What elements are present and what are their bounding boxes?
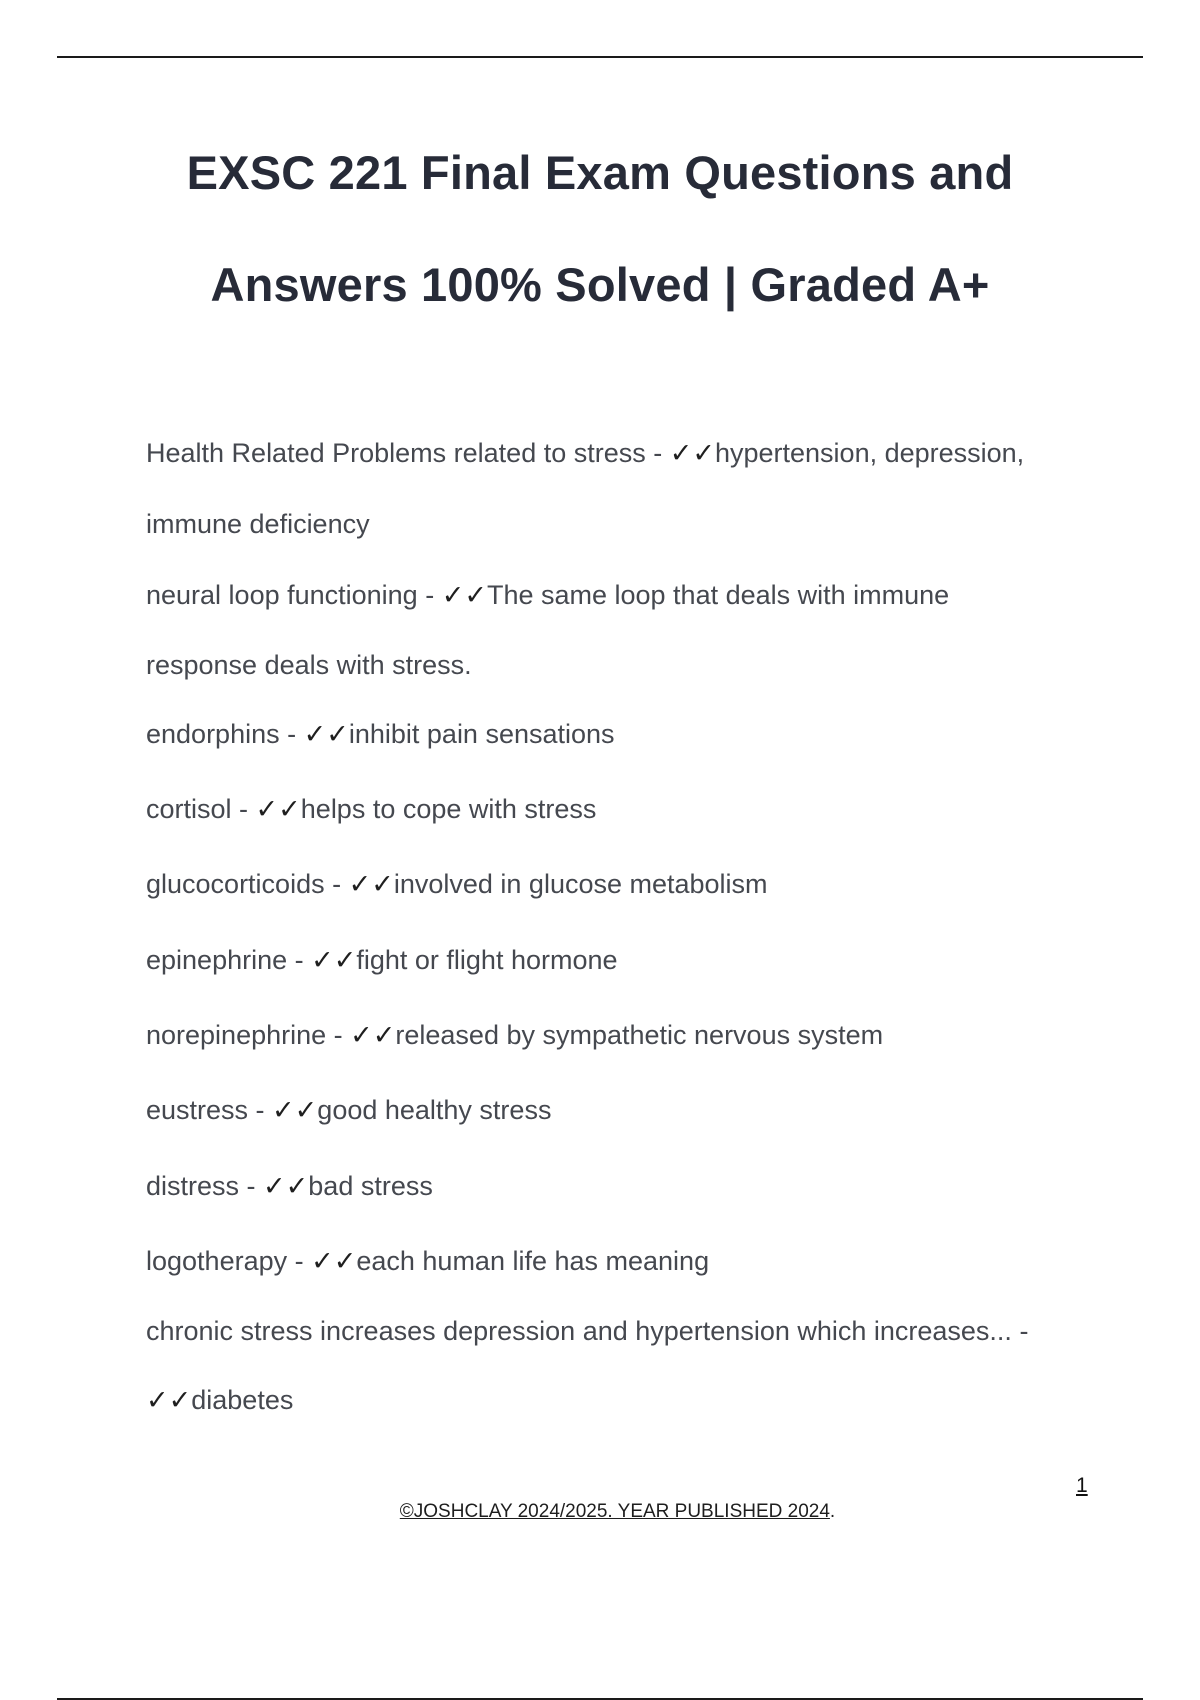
qa-term: cortisol - — [146, 794, 256, 824]
qa-answer: good healthy stress — [317, 1095, 552, 1125]
qa-entry-norepinephrine — [146, 1018, 1086, 1052]
qa-answer: diabetes — [191, 1385, 294, 1415]
top-rule — [57, 56, 1143, 58]
qa-entry-neural-loop-continuation: response deals with stress. — [146, 650, 472, 680]
qa-answer: involved in glucose metabolism — [393, 869, 768, 899]
qa-entry-chronic-stress-answer — [146, 1383, 1086, 1417]
qa-entry-health-problems-continuation: immune deficiency — [146, 509, 370, 539]
check-icon: ✓✓ — [303, 719, 349, 749]
qa-entry-eustress — [146, 1093, 1086, 1127]
check-icon: ✓✓ — [263, 1171, 309, 1201]
check-icon: ✓✓ — [255, 794, 301, 824]
qa-term: Health Related Problems related to stress - — [146, 438, 670, 468]
qa-answer: inhibit pain sensations — [348, 719, 615, 749]
qa-entry-distress — [146, 1169, 1086, 1203]
qa-answer: The same loop that deals with immune — [486, 580, 950, 610]
qa-entry-neural-loop — [146, 578, 1086, 612]
document-title-line-2: Answers 100% Solved | Graded A+ — [210, 258, 990, 311]
check-icon: ✓✓ — [441, 580, 487, 610]
check-icon: ✓✓ — [311, 945, 357, 975]
check-icon: ✓✓ — [311, 1246, 357, 1276]
page-number: 1 — [1076, 1474, 1088, 1497]
qa-entry-chronic-stress — [146, 1314, 1086, 1348]
qa-entry-epinephrine — [146, 943, 1086, 977]
qa-answer: fight or flight hormone — [356, 945, 618, 975]
check-icon: ✓✓ — [350, 1020, 396, 1050]
qa-term: distress - — [146, 1171, 264, 1201]
qa-term: glucocorticoids - — [146, 869, 349, 899]
qa-answer: helps to cope with stress — [300, 794, 597, 824]
check-icon: ✓✓ — [348, 869, 394, 899]
qa-entry-health-problems — [146, 436, 1086, 470]
qa-answer: released by sympathetic nervous system — [395, 1020, 884, 1050]
qa-answer: each human life has meaning — [356, 1246, 710, 1276]
footer-period: . — [829, 1501, 836, 1522]
check-icon: ✓✓ — [272, 1095, 318, 1125]
qa-term: eustress - — [146, 1095, 273, 1125]
qa-term: neural loop functioning - — [146, 580, 442, 610]
qa-term: epinephrine - — [146, 945, 312, 975]
qa-entry-glucocorticoids — [146, 867, 1086, 901]
qa-term: chronic stress increases depression and hypertension which increases... - — [146, 1316, 1029, 1346]
footer-text: ©JOSHCLAY 2024/2025. YEAR PUBLISHED 2024 — [399, 1501, 830, 1522]
qa-entry-logotherapy — [146, 1244, 1086, 1278]
qa-term: norepinephrine - — [146, 1020, 351, 1050]
qa-answer: bad stress — [308, 1171, 433, 1201]
check-icon: ✓✓ — [669, 438, 715, 468]
qa-term: endorphins - — [146, 719, 304, 749]
check-icon: ✓✓ — [146, 1385, 192, 1415]
document-title-line-1: EXSC 221 Final Exam Questions and — [186, 146, 1014, 199]
qa-answer: hypertension, depression, — [714, 438, 1025, 468]
qa-term: logotherapy - — [146, 1246, 312, 1276]
copyright-footer — [0, 1501, 1200, 1523]
qa-entry-endorphins — [146, 717, 1086, 751]
qa-entry-cortisol — [146, 792, 1086, 826]
